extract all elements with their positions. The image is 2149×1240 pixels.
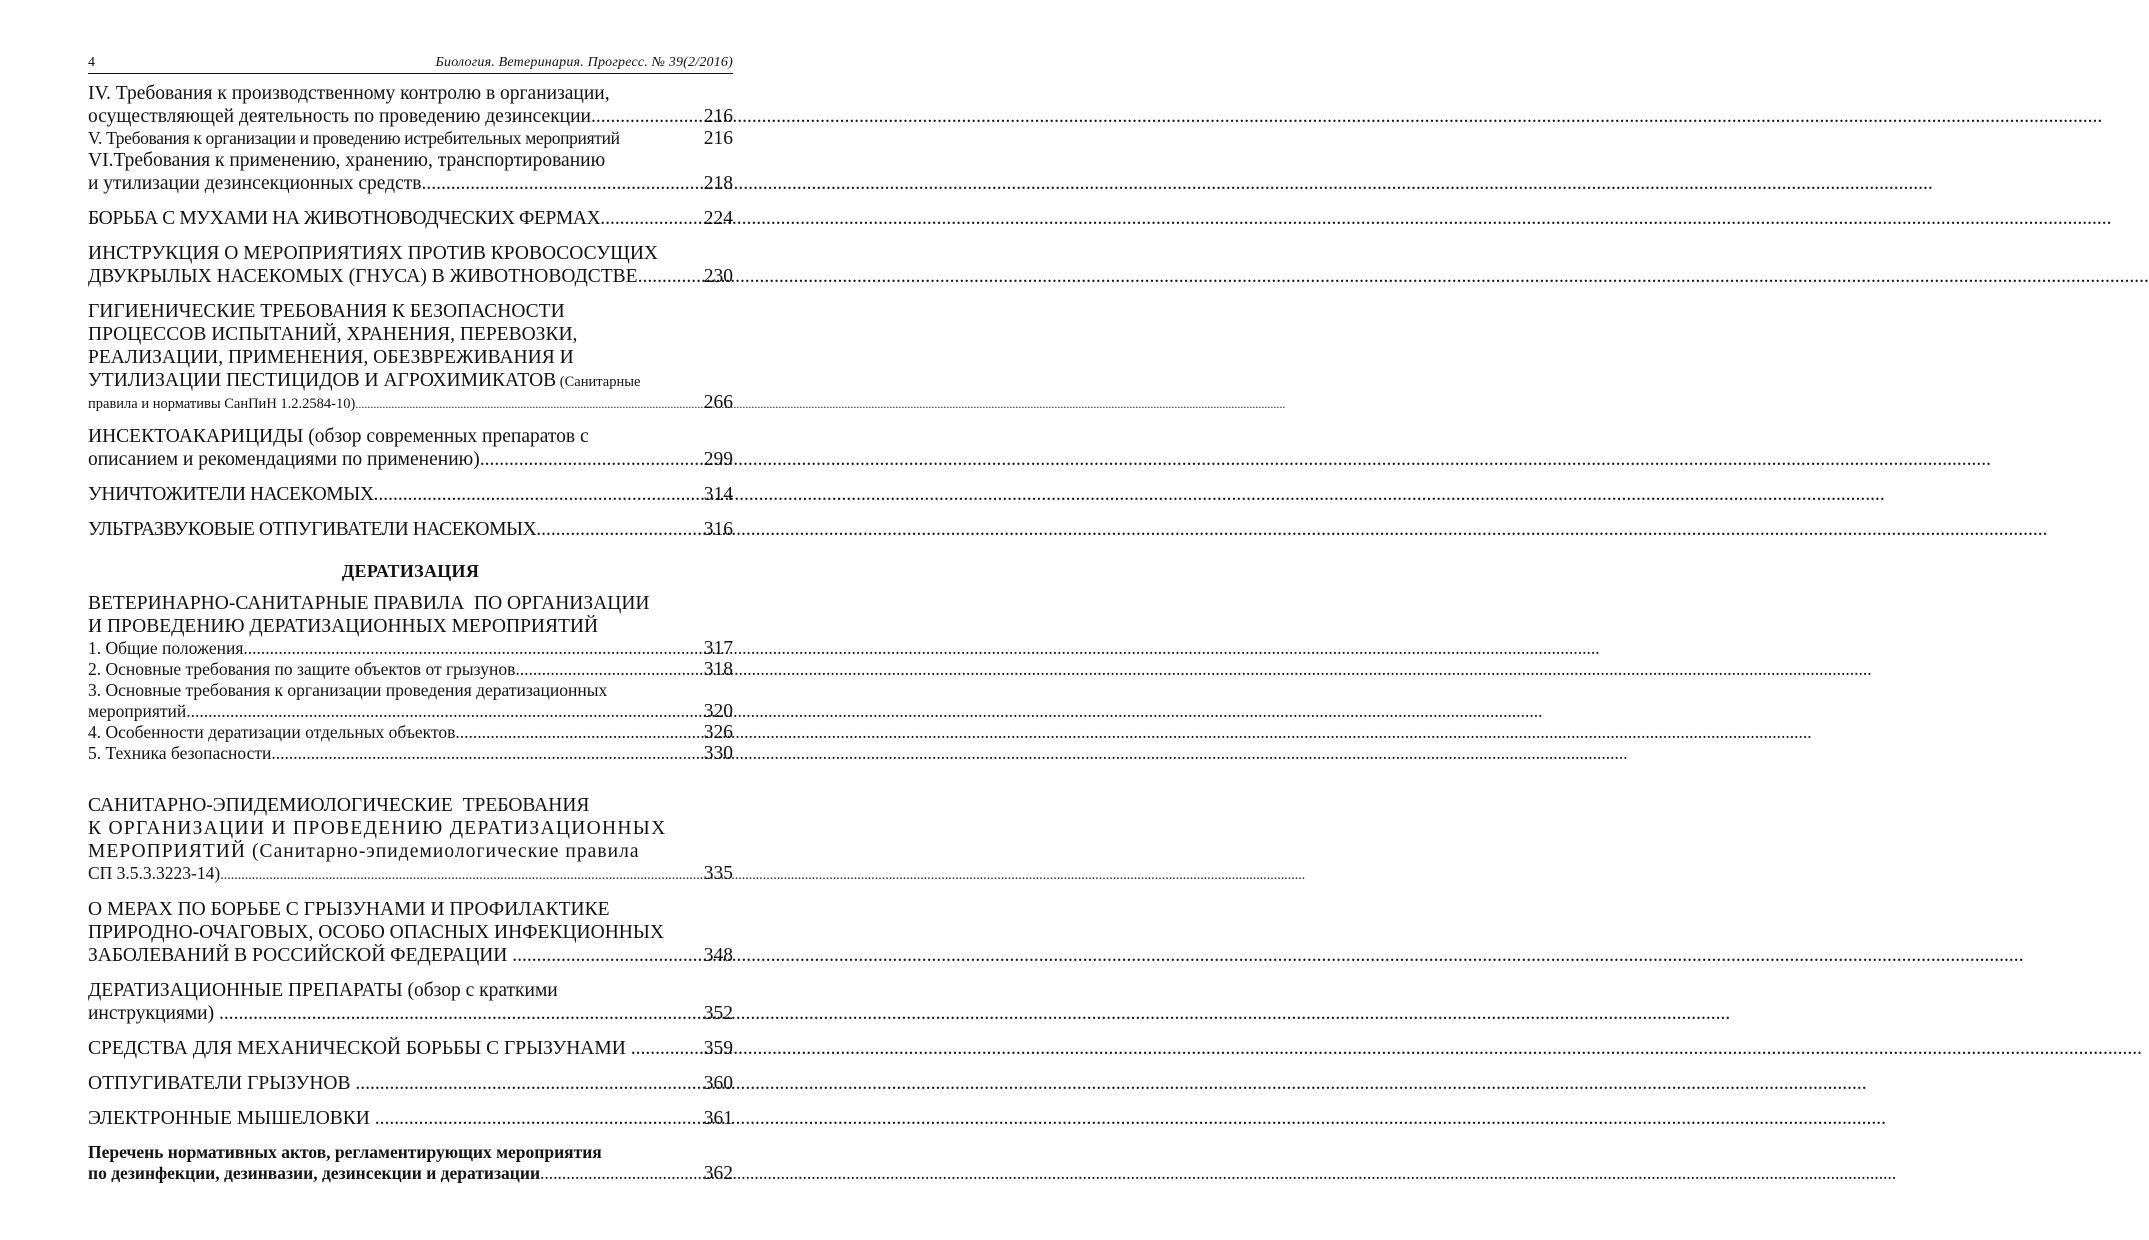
toc-entry-text (88, 369, 733, 394)
page-ref: 361 (703, 1108, 733, 1129)
toc-entry-text: инструкциями) (88, 1003, 219, 1024)
toc-entry-text: 4. Особенности дератизации отдельных объектов (88, 722, 456, 742)
toc-entry-line (88, 128, 733, 149)
toc-entry-flies (88, 207, 733, 230)
toc-entry-disinsection-requirements (88, 82, 733, 195)
toc-entry-line (88, 701, 733, 722)
running-header (88, 55, 733, 74)
leader-dots (536, 518, 687, 541)
page-ref: 299 (703, 449, 733, 470)
toc-page (88, 55, 733, 1196)
toc-entry-text: Перечень нормативных актов, регламентирующих мероприятия (88, 1142, 602, 1162)
page-ref: 330 (703, 743, 733, 764)
leader-dots (355, 1072, 687, 1095)
leader-dots (219, 1002, 687, 1025)
toc-entry-text: РЕАЛИЗАЦИИ, ПРИМЕНЕНИЯ, ОБЕЗВРЕЖИВАНИЯ И (88, 347, 574, 368)
toc-entry-vet-rules (88, 592, 733, 764)
table-of-contents (88, 82, 733, 1184)
toc-entry-text: ИНСЕКТОАКАРИЦИДЫ (обзор современных препаратов с (88, 426, 589, 447)
toc-entry-text: СП 3.5.3.3223-14) (88, 863, 221, 883)
page-ref: 218 (703, 173, 733, 194)
toc-entry-line (88, 518, 733, 541)
leader-dots (243, 638, 687, 659)
toc-entry-text: ВЕТЕРИНАРНО-САНИТАРНЫЕ ПРАВИЛА ПО ОРГАНИЗАЦИИ (88, 593, 650, 614)
toc-entry-regulatory-list (88, 1142, 733, 1184)
toc-entry-text: 3. Основные требования к организации проведения дератизационных (88, 680, 608, 700)
toc-entry-rodent-measures (88, 898, 733, 967)
toc-entry-text: СРЕДСТВА ДЛЯ МЕХАНИЧЕСКОЙ БОРЬБЫ С ГРЫЗУНАМИ (88, 1038, 631, 1059)
spacer (88, 776, 733, 794)
page-ref: 360 (703, 1073, 733, 1094)
page-ref: 314 (703, 484, 733, 505)
toc-entry-mechanical-means (88, 1037, 733, 1060)
page-ref: 266 (703, 392, 733, 413)
toc-entry-rodent-repellers (88, 1072, 733, 1095)
toc-entry-text: УНИЧТОЖИТЕЛИ НАСЕКОМЫХ (88, 484, 374, 505)
toc-entry-text: ЗАБОЛЕВАНИЙ В РОССИЙСКОЙ ФЕДЕРАЦИИ (88, 945, 513, 966)
toc-entry-text: САНИТАРНО-ЭПИДЕМИОЛОГИЧЕСКИЕ ТРЕБОВАНИЯ (88, 795, 590, 816)
toc-entry-text: ДВУКРЫЛЫХ НАСЕКОМЫХ (ГНУСА) В ЖИВОТНОВОДСТВЕ (88, 266, 638, 287)
page-number: 4 (88, 55, 95, 70)
leader-dots (600, 207, 687, 230)
toc-entry-text: 1. Общие положения (88, 638, 244, 658)
toc-entry-text: ОТПУГИВАТЕЛИ ГРЫЗУНОВ (88, 1073, 356, 1094)
toc-entry-line (88, 722, 733, 743)
toc-entry-line (88, 1037, 733, 1060)
toc-entry-line (88, 638, 733, 659)
leader-dots (638, 265, 687, 288)
page-ref: 317 (703, 638, 733, 659)
toc-entry-line (88, 863, 733, 886)
toc-entry-text: МЕРОПРИЯТИЙ (Санитарно-эпидемиологические правила (88, 841, 640, 862)
toc-entry-line (88, 105, 733, 128)
toc-entry-text: ГИГИЕНИЧЕСКИЕ ТРЕБОВАНИЯ К БЕЗОПАСНОСТИ (88, 301, 565, 322)
toc-entry-text: ИНСТРУКЦИЯ О МЕРОПРИЯТИЯХ ПРОТИВ КРОВОСОСУЩИХ (88, 243, 658, 264)
toc-entry-text: правила и нормативы СанПиН 1.2.2584-10) (88, 396, 356, 412)
toc-entry-text: УЛЬТРАЗВУКОВЫЕ ОТПУГИВАТЕЛИ НАСЕКОМЫХ (88, 519, 537, 540)
leader-dots (480, 448, 687, 471)
leader-dots (421, 172, 687, 195)
toc-entry-gnus (88, 242, 733, 288)
toc-entry-text: БОРЬБА С МУХАМИ НА ЖИВОТНОВОДЧЕСКИХ ФЕРМАХ (88, 208, 601, 229)
page-ref: 352 (703, 1003, 733, 1024)
toc-entry-text: 5. Техника безопасности (88, 743, 272, 763)
page-ref: 335 (703, 863, 733, 884)
leader-dots (375, 1107, 687, 1130)
page-ref: 216 (703, 128, 733, 149)
toc-entry-text: О МЕРАХ ПО БОРЬБЕ С ГРЫЗУНАМИ И ПРОФИЛАКТИКЕ (88, 899, 610, 920)
toc-entry-text: и утилизации дезинсекционных средств (88, 173, 422, 194)
leader-dots (186, 701, 687, 722)
toc-entry-line (88, 448, 733, 471)
toc-entry-ultrasonic (88, 518, 733, 541)
leader-dots (455, 722, 687, 743)
toc-entry-line (88, 207, 733, 230)
toc-entry-destroyers (88, 483, 733, 506)
toc-entry-line (88, 172, 733, 195)
toc-entry-text: ПРИРОДНО-ОЧАГОВЫХ, ОСОБО ОПАСНЫХ ИНФЕКЦИОННЫХ (88, 922, 664, 943)
page-ref: 216 (703, 106, 733, 127)
leader-dots (631, 1037, 687, 1060)
toc-entry-line (88, 944, 733, 967)
toc-entry-text: УТИЛИЗАЦИИ ПЕСТИЦИДОВ И АГРОХИМИКАТОВ (88, 370, 557, 391)
leader-dots (271, 743, 687, 764)
toc-entry-insectoacaricides (88, 425, 733, 471)
toc-entry-text: VI.Требования к применению, хранению, транспортированию (88, 150, 606, 171)
leader-dots (591, 105, 687, 128)
toc-entry-line (88, 1002, 733, 1025)
toc-entry-text: ДЕРАТИЗАЦИОННЫЕ ПРЕПАРАТЫ (обзор с краткими (88, 980, 558, 1001)
leader-dots (220, 865, 687, 886)
toc-entry-text: IV. Требования к производственному контролю в организации, (88, 83, 610, 104)
toc-entry-text: осуществляющей деятельность по проведению дезинсекции (88, 106, 591, 127)
page-ref: 318 (703, 659, 733, 680)
toc-entry-text: ЭЛЕКТРОННЫЕ МЫШЕЛОВКИ (88, 1108, 375, 1129)
toc-entry-text: И ПРОВЕДЕНИЮ ДЕРАТИЗАЦИОННЫХ МЕРОПРИЯТИЙ (88, 616, 599, 637)
page-ref: 348 (703, 945, 733, 966)
leader-dots (515, 659, 687, 680)
page-ref: 316 (703, 519, 733, 540)
toc-entry-text: V. Требования к организации и проведению истребительных мероприятий (88, 128, 620, 148)
toc-entry-text: К ОРГАНИЗАЦИИ И ПРОВЕДЕНИЮ ДЕРАТИЗАЦИОННЫХ (88, 818, 667, 839)
toc-entry-line (88, 743, 733, 764)
toc-entry-line (88, 1163, 733, 1184)
toc-entry-line (88, 1072, 733, 1095)
toc-entry-line (88, 394, 733, 413)
leader-dots (355, 395, 687, 413)
leader-dots (374, 483, 687, 506)
page-ref: 230 (703, 266, 733, 287)
toc-entry-text: ПРОЦЕССОВ ИСПЫТАНИЙ, ХРАНЕНИЯ, ПЕРЕВОЗКИ, (88, 324, 578, 345)
leader-dots (540, 1163, 687, 1184)
toc-entry-line (88, 483, 733, 506)
toc-entry-line (88, 265, 733, 288)
toc-entry-electronic-traps (88, 1107, 733, 1130)
toc-entry-sanitary-requirements (88, 794, 733, 886)
page-ref: 320 (703, 701, 733, 722)
page-ref: 359 (703, 1038, 733, 1059)
journal-title: Биология. Ветеринария. Прогресс. № 39(2/2016) (435, 55, 733, 70)
leader-dots (512, 944, 687, 967)
toc-entry-deratization-preparations (88, 979, 733, 1025)
section-heading-deratization: ДЕРАТИЗАЦИЯ (341, 561, 480, 581)
toc-entry-text: мероприятий (88, 701, 187, 721)
toc-entry-note: (Санитарные (556, 374, 641, 390)
page-ref: 362 (703, 1163, 733, 1184)
toc-entry-text: описанием и рекомендациями по применению) (88, 449, 480, 470)
toc-entry-hygiene (88, 300, 733, 413)
page-ref: 224 (703, 208, 733, 229)
toc-entry-text: по дезинфекции, дезинвазии, дезинсекции и дератизации (88, 1163, 541, 1183)
toc-entry-line (88, 659, 733, 680)
toc-entry-text: 2. Основные требования по защите объектов от грызунов (88, 659, 516, 679)
toc-entry-line (88, 1107, 733, 1130)
page-ref: 326 (703, 722, 733, 743)
